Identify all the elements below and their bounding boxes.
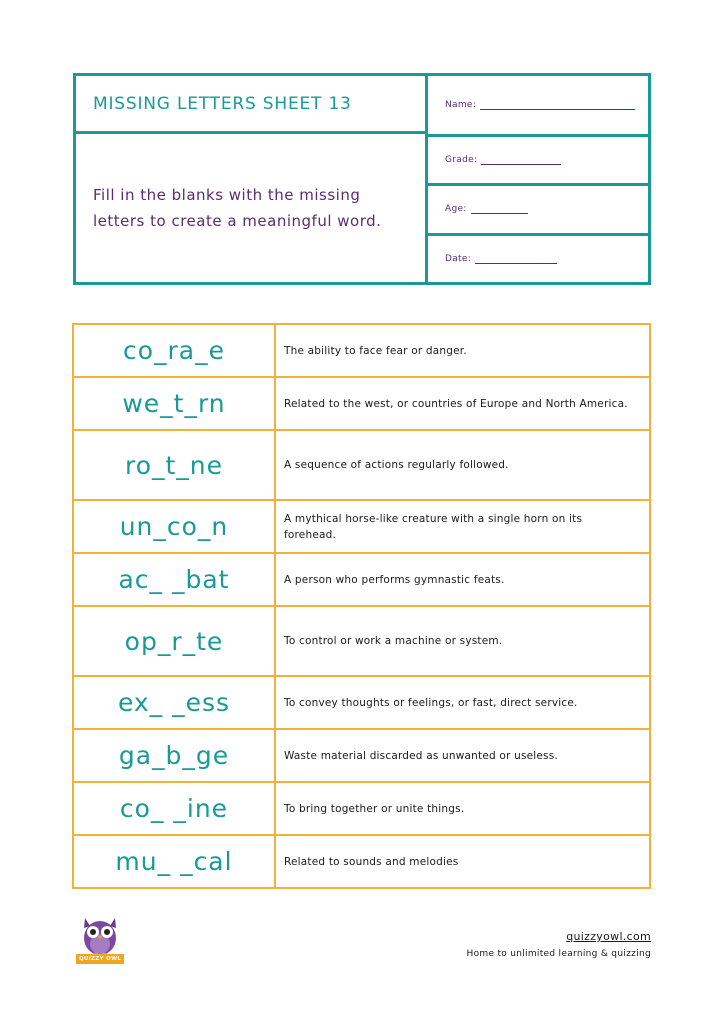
name-label: Name: <box>445 100 477 110</box>
missing-letters-table <box>72 323 651 889</box>
table-row <box>73 430 650 500</box>
name-field[interactable] <box>428 76 648 134</box>
word-cell[interactable]: ex_ _ess <box>73 676 275 729</box>
clue-cell: To control or work a machine or system. <box>275 606 650 676</box>
table-row <box>73 729 650 782</box>
site-link[interactable]: quizzyowl.com <box>566 930 651 943</box>
word-cell[interactable]: mu_ _cal <box>73 835 275 888</box>
grade-label: Grade: <box>445 155 478 166</box>
table-row <box>73 377 650 430</box>
date-field[interactable] <box>428 233 648 282</box>
word-cell[interactable]: ac_ _bat <box>73 553 275 606</box>
clue-cell: A sequence of actions regularly followed. <box>275 430 650 500</box>
table-row <box>73 500 650 553</box>
date-blank-line[interactable] <box>475 254 557 264</box>
word-cell[interactable]: ga_b_ge <box>73 729 275 782</box>
title-cell <box>76 76 425 134</box>
clue-cell: Related to the west, or countries of Europe and North America. <box>275 377 650 430</box>
table-row <box>73 835 650 888</box>
worksheet-header <box>73 73 651 285</box>
grade-blank-line[interactable] <box>481 155 561 165</box>
grade-field[interactable] <box>428 134 648 183</box>
word-cell[interactable]: op_r_te <box>73 606 275 676</box>
clue-cell: The ability to face fear or danger. <box>275 324 650 377</box>
word-cell[interactable]: ro_t_ne <box>73 430 275 500</box>
table-row <box>73 553 650 606</box>
age-field[interactable] <box>428 183 648 232</box>
age-blank-line[interactable] <box>471 204 528 214</box>
header-fields-column <box>428 76 648 282</box>
word-cell[interactable]: co_ _ine <box>73 782 275 835</box>
table-row <box>73 782 650 835</box>
age-label: Age: <box>445 204 467 215</box>
header-left-column <box>76 76 428 282</box>
name-blank-line[interactable] <box>480 100 635 110</box>
site-tagline: Home to unlimited learning & quizzing <box>466 949 651 959</box>
instructions-cell <box>76 134 425 282</box>
word-cell[interactable]: un_co_n <box>73 500 275 553</box>
clue-cell: A mythical horse-like creature with a single horn on its forehead. <box>275 500 650 553</box>
clue-cell: To bring together or unite things. <box>275 782 650 835</box>
clue-cell: A person who performs gymnastic feats. <box>275 553 650 606</box>
table-row <box>73 676 650 729</box>
clue-cell: Related to sounds and melodies <box>275 835 650 888</box>
clue-cell: To convey thoughts or feelings, or fast, direct service. <box>275 676 650 729</box>
clue-cell: Waste material discarded as unwanted or useless. <box>275 729 650 782</box>
table-row <box>73 324 650 377</box>
word-cell[interactable]: we_t_rn <box>73 377 275 430</box>
table-row <box>73 606 650 676</box>
word-cell[interactable]: co_ra_e <box>73 324 275 377</box>
logo-text: QUIZZY OWL <box>76 954 124 964</box>
instructions-text: Fill in the blanks with the missing letters to create a meaningful word. <box>93 186 382 230</box>
date-label: Date: <box>445 253 472 264</box>
sheet-title: MISSING LETTERS SHEET 13 <box>93 93 352 114</box>
